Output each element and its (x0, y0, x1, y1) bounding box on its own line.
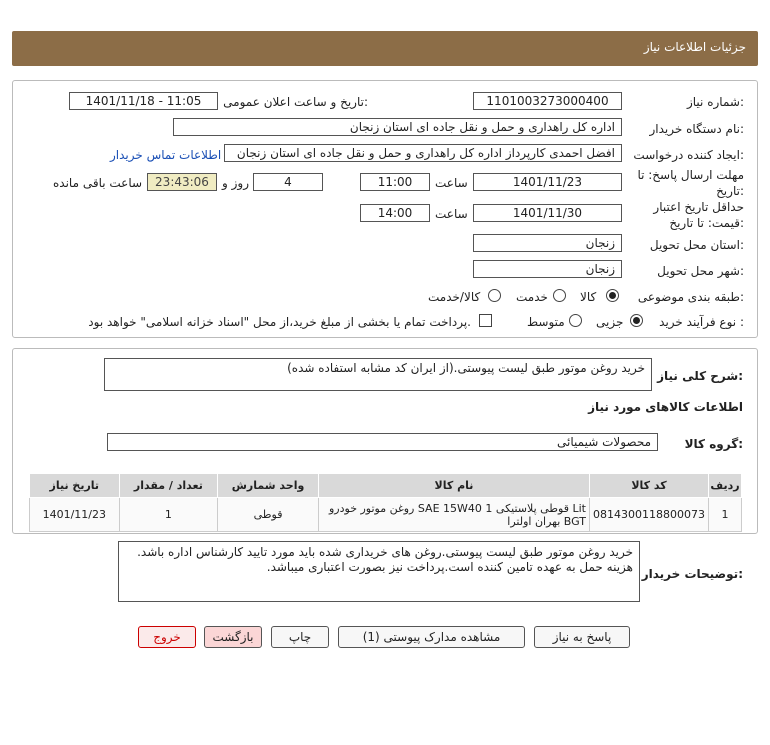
announce-label: تاریخ و ساعت اعلان عمومی: (223, 95, 368, 109)
exit-button[interactable]: خروج (138, 626, 196, 648)
cell-code: 0814300118800073 (590, 498, 709, 532)
reply-button[interactable]: پاسخ به نیاز (534, 626, 630, 648)
goods-group-label: گروه کالا: (684, 437, 743, 451)
goods-group-field: محصولات شیمیائی (107, 433, 658, 451)
goods-table (29, 473, 742, 532)
col-unit: واحد شمارش (218, 474, 319, 498)
deadline-time-field: 11:00 (360, 173, 430, 191)
table-row (30, 498, 742, 532)
col-need-date: تاریخ نیاز (30, 474, 120, 498)
buyer-org-field: اداره کل راهداری و حمل و نقل جاده ای استان زنجان (173, 118, 622, 136)
contact-buyer-link[interactable]: اطلاعات تماس خریدار (110, 148, 222, 162)
col-qty: تعداد / مقدار (119, 474, 218, 498)
page-title-bar (12, 31, 758, 66)
need-number-label: شماره نیاز: (686, 95, 744, 109)
payment-note: پرداخت تمام یا بخشی از مبلغ خرید،از محل "اسناد خزانه اسلامی" خواهد بود. (88, 315, 471, 329)
category-radio-goods[interactable] (606, 289, 619, 302)
process-radio-medium[interactable] (569, 314, 582, 327)
deadline-label-2: تاریخ: (716, 184, 744, 198)
category-option-goods-service: کالا/خدمت (428, 290, 481, 304)
col-code: کد کالا (590, 474, 709, 498)
cell-need-date: 1401/11/23 (30, 498, 120, 532)
validity-label-1: حداقل تاریخ اعتبار (653, 200, 744, 214)
category-label: طبقه بندی موضوعی: (637, 290, 744, 304)
back-button[interactable]: بازگشت (204, 626, 262, 648)
validity-label-2: قیمت: تا تاریخ: (669, 216, 744, 230)
category-radio-service[interactable] (553, 289, 566, 302)
goods-table-header (30, 474, 742, 498)
province-label: استان محل تحویل: (649, 238, 744, 252)
goods-section-title: اطلاعات کالاهای مورد نیاز (588, 400, 743, 414)
days-field: 4 (253, 173, 323, 191)
process-option-minor: جزیی (596, 315, 624, 329)
process-option-medium: متوسط (527, 315, 565, 329)
buyer-notes-field: خرید روغن موتور طبق لیست پیوستی.روغن های خریداری شده باید مورد تایید کارشناس اداره باشد. هزینه حمل به عهده تامین کننده است.پرداخت نیز بصورت اعتباری میباشد. (118, 541, 640, 602)
remaining-timer: 23:43:06 (147, 173, 217, 191)
summary-field: خرید روغن موتور طبق لیست پیوستی.(از ایران کد مشابه استفاده شده) (104, 358, 652, 391)
col-name: نام کالا (318, 474, 589, 498)
page-title: جزئیات اطلاعات نیاز (643, 40, 746, 54)
validity-date-field: 1401/11/30 (473, 204, 622, 222)
deadline-time-label: ساعت (435, 176, 468, 190)
category-option-goods: کالا (580, 290, 597, 304)
remaining-label: ساعت باقی مانده (53, 176, 143, 190)
validity-time-label: ساعت (435, 207, 468, 221)
process-label: نوع فرآیند خرید : (659, 315, 744, 329)
validity-time-field: 14:00 (360, 204, 430, 222)
cell-qty: 1 (119, 498, 218, 532)
days-label: روز و (222, 176, 249, 190)
announce-field: 1401/11/18 - 11:05 (69, 92, 218, 110)
deadline-label-1: مهلت ارسال پاسخ: تا (637, 168, 744, 182)
deadline-date-field: 1401/11/23 (473, 173, 622, 191)
creator-field: افضل احمدی کارپرداز اداره کل راهداری و حمل و نقل جاده ای استان زنجان (224, 144, 622, 162)
buyer-org-label: نام دستگاه خریدار: (649, 122, 744, 136)
province-field: زنجان (473, 234, 622, 252)
buyer-notes-label: توضیحات خریدار: (641, 567, 743, 581)
category-option-service: خدمت (516, 290, 548, 304)
payment-checkbox[interactable] (479, 314, 492, 327)
process-radio-minor[interactable] (630, 314, 643, 327)
need-number-field: 1101003273000400 (473, 92, 622, 110)
print-button[interactable]: چاپ (271, 626, 329, 648)
cell-name: روغن موتور خودرو SAE 15W40 قوطی پلاستیکی 1 Lit بهران اولترا BGT (318, 498, 589, 532)
category-radio-goods-service[interactable] (488, 289, 501, 302)
cell-unit: قوطی (218, 498, 319, 532)
view-attachments-button[interactable]: مشاهده مدارک پیوستی (1) (338, 626, 525, 648)
city-label: شهر محل تحویل: (657, 264, 744, 278)
cell-row: 1 (708, 498, 741, 532)
creator-label: ایجاد کننده درخواست: (633, 148, 744, 162)
summary-label: شرح کلی نیاز: (657, 369, 743, 383)
city-field: زنجان (473, 260, 622, 278)
col-row: ردیف (708, 474, 741, 498)
